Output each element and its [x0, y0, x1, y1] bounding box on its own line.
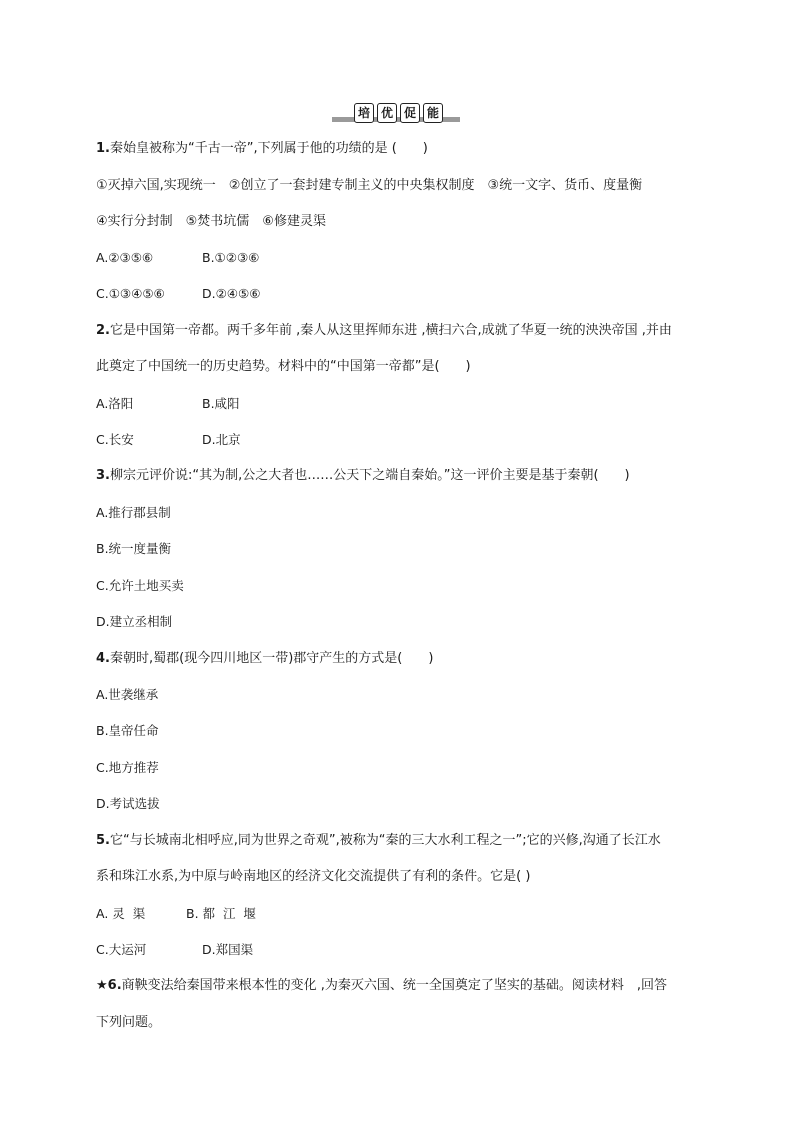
question-text: 它“与长城南北相呼应,同为世界之奇观”,被称为“秦的三大水利工程之一”;它的兴修,沟通了长江水	[109, 833, 661, 848]
option-c: C.①③④⑤⑥	[96, 286, 165, 301]
option-a: A.推行郡县制	[96, 505, 171, 520]
banner-char: 优	[377, 103, 397, 123]
question-text: 柳宗元评价说:“其为制,公之大者也……公天下之端自秦始。”这一评价主要是基于秦朝( )	[109, 468, 630, 483]
option-d: D.考试选拔	[96, 796, 160, 811]
option-d: D.北京	[202, 432, 241, 447]
section-banner	[332, 100, 460, 126]
question-6-stem-line-2: 下列问题。	[96, 1015, 162, 1030]
option-a: A.②③⑤⑥	[96, 250, 154, 265]
option-a: A.世袭继承	[96, 687, 159, 702]
banner-char: 促	[400, 103, 420, 123]
option-d: D.建立丞相制	[96, 614, 173, 629]
question-number: 3.	[96, 468, 110, 483]
option-b: B.统一度量衡	[96, 541, 172, 556]
option-c: C.地方推荐	[96, 760, 159, 775]
question-4-stem	[96, 650, 433, 668]
question-number: 1.	[96, 141, 110, 156]
option-b: B.①②③⑥	[202, 250, 260, 265]
question-text: 秦始皇被称为“千古一帝”,下列属于他的功绩的是 ( )	[109, 141, 428, 156]
question-5-stem-line-1	[96, 832, 661, 850]
option-b: B. 都 江 堰	[186, 906, 256, 921]
question-5-stem-line-2: 系和珠江水系,为中原与岭南地区的经济文化交流提供了有利的条件。它是( )	[96, 869, 531, 884]
option-b: B.皇帝任命	[96, 723, 159, 738]
option-c: C.长安	[96, 432, 134, 447]
question-1-items-line-1: ①灭掉六国,实现统一 ②创立了一套封建专制主义的中央集权制度 ③统一文字、货币、度量衡	[96, 178, 643, 193]
question-number: ★6.	[96, 978, 122, 993]
option-c: C.大运河	[96, 942, 147, 957]
option-d: D.郑国渠	[202, 942, 254, 957]
question-2-stem-line-1	[96, 322, 672, 340]
option-c: C.允许土地买卖	[96, 578, 184, 593]
question-text: 商鞅变法给秦国带来根本性的变化 ,为秦灭六国、统一全国奠定了坚实的基础。阅读材料 ,回答	[121, 978, 668, 993]
banner-title	[354, 103, 443, 123]
question-3-stem	[96, 467, 630, 485]
question-text: 它是中国第一帝都。两千多年前 ,秦人从这里挥师东进 ,横扫六合,成就了华夏一统的泱泱帝国 ,并由	[109, 323, 672, 338]
question-6-stem-line-1	[96, 977, 667, 995]
option-a: A.洛阳	[96, 396, 134, 411]
option-a: A. 灵 渠	[96, 906, 146, 921]
question-1-stem	[96, 140, 428, 158]
option-b: B.咸阳	[202, 396, 240, 411]
question-number: 2.	[96, 323, 110, 338]
question-number: 4.	[96, 651, 110, 666]
banner-char: 培	[354, 103, 374, 123]
question-text: 秦朝时,蜀郡(现今四川地区一带)郡守产生的方式是( )	[109, 651, 434, 666]
question-2-stem-line-2: 此奠定了中国统一的历史趋势。材料中的“中国第一帝都”是( )	[96, 359, 471, 374]
question-number: 5.	[96, 833, 110, 848]
question-1-items-line-2: ④实行分封制 ⑤焚书坑儒 ⑥修建灵渠	[96, 214, 326, 229]
option-d: D.②④⑤⑥	[202, 286, 261, 301]
banner-char: 能	[423, 103, 443, 123]
